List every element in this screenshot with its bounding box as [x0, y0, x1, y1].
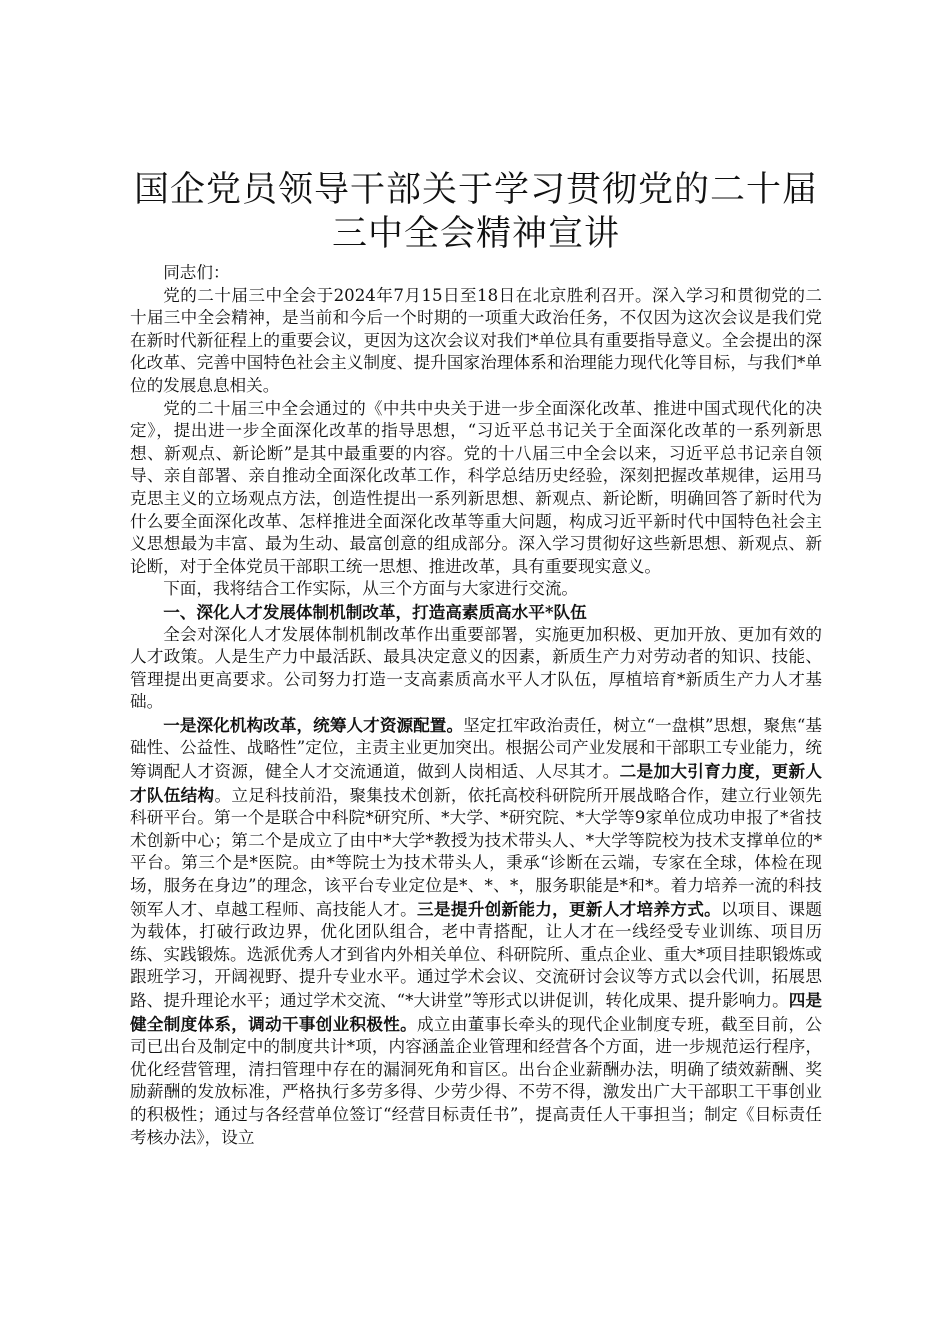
point-1-text: 坚定扛牢政治责任，树立“一盘棋”思想，聚焦“基础性、公益性、战略性”定位，主责主业更加突出。根据公司产业发展和干部职工专业能力，统筹调配人才资源，健全人才交流通道，做到人岗相适、人尽其才。 — [130, 715, 823, 782]
point-2-heading: 二是加大引育力度，更新人才队伍结构 — [130, 761, 823, 805]
paragraph-4: 全会对深化人才发展体制机制改革作出重要部署，实施更加积极、更加开放、更加有效的人才政策。人是生产力中最活跃、最具决定意义的因素，新质生产力对劳动者的知识、技能、管理提出更高要求。公司努力打造一支高素质高水平人才队伍，厚植培育*新质生产力人才基础。 — [130, 624, 822, 712]
point-1-heading: 一是深化机构改革，统筹人才资源配置。 — [163, 714, 464, 735]
paragraph-2: 党的二十届三中全会通过的《中共中央关于进一步全面深化改革、推进中国式现代化的决定》，提出进一步全面深化改革的指导思想，“习近平总书记关于全面深化改革的一系列新思想、新观点、新论断”是其中最重要的内容。党的十八届三中全会以来，习近平总书记亲自领导、亲自部署、亲自推动全面深化改革工作，科学总结历史经验，深刻把握改革规律，运用马克思主义的立场观点方法，创造性提出一系列新思想、新观点、新论断，明确回答了新时代为什么要全面深化改革、怎样推进全面深化改革等重大问题，构成习近平新时代中国特色社会主义思想最为丰富、最为生动、最富创意的组成部分。深入学习贯彻好这些新思想、新观点、新论断，对于全体党员干部职工统一思想、推进改革，具有重要现实意义。 — [130, 398, 822, 576]
paragraph-1: 党的二十届三中全会于2024年7月15日至18日在北京胜利召开。深入学习和贯彻党的二十届三中全会精神，是当前和今后一个时期的一项重大政治任务，不仅因为这次会议是我们党在新时代新征程上的重要会议，更因为这次会议对我们*单位具有重要指导意义。全会提出的深化改革、完善中国特色社会主义制度、提升国家治理体系和治理能力现代化等目标，与我们*单位的发展息息相关。 — [130, 285, 822, 395]
paragraph-3: 下面，我将结合工作实际，从三个方面与大家进行交流。 — [163, 579, 579, 599]
salutation: 同志们： — [163, 263, 230, 282]
paragraph-5 — [130, 714, 822, 1149]
point-4-heading: 四是健全制度体系，调动干事创业积极性。 — [130, 990, 823, 1034]
document-title: 国企党员领导干部关于学习贯彻党的二十届三中全会精神宣讲 — [133, 170, 818, 254]
point-2-text: 。立足科技前沿，聚集技术创新，依托高校科研院所开展战略合作，建立行业领先科研平台。第一个是联合中科院*研究所、*大学、*研究院、*大学等9家单位成功申报了*省技术创新中心；第二个是成立了由中*大学*教授为技术带头人、*大学等院校为技术支撑单位的*平台。第三个是*医院。由*等院士为技术带头人，秉承“诊断在云端，专家在全球，体检在现场，服务在身边”的理念，该平台专业定位是*、*、*，服务职能是*和*。着力培养一流的科技领军人才、卓越工程师、高技能人才。 — [130, 785, 823, 919]
document-page — [130, 168, 822, 1149]
point-3-text: 以项目、课题为载体，打破行政边界，优化团队组合，老中青搭配，让人才在一线经受专业训练、项目历练、实践锻炼。选派优秀人才到省内外相关单位、科研院所、重点企业、重大*项目挂职锻炼或跟班学习，开阔视野、提升专业水平。通过学术会议、交流研讨会议等方式以会代训，拓展思路、提升理论水平；通过学术交流、“*大讲堂”等形式以讲促训，转化成果、提升影响力。 — [130, 899, 823, 1010]
point-4-text: 成立由董事长牵头的现代企业制度专班，截至目前，公司已出台及制定中的制度共计*项，内容涵盖企业管理和经营各个方面，进一步规范运行程序，优化经营管理，清扫管理中存在的漏洞死角和盲区。出台企业薪酬办法，明确了绩效薪酬、奖励薪酬的发放标准，严格执行多劳多得、少劳少得、不劳不得，激发出广大干部职工干事创业的积极性；通过与各经营单位签订“经营目标责任书”，提高责任人干事担当；制定《目标责任考核办法》，设立 — [130, 1014, 822, 1147]
section-heading-1: 一、深化人才发展体制机制改革，打造高素质高水平*队伍 — [163, 601, 587, 622]
point-3-heading: 三是提升创新能力，更新人才培养方式。 — [417, 898, 721, 919]
